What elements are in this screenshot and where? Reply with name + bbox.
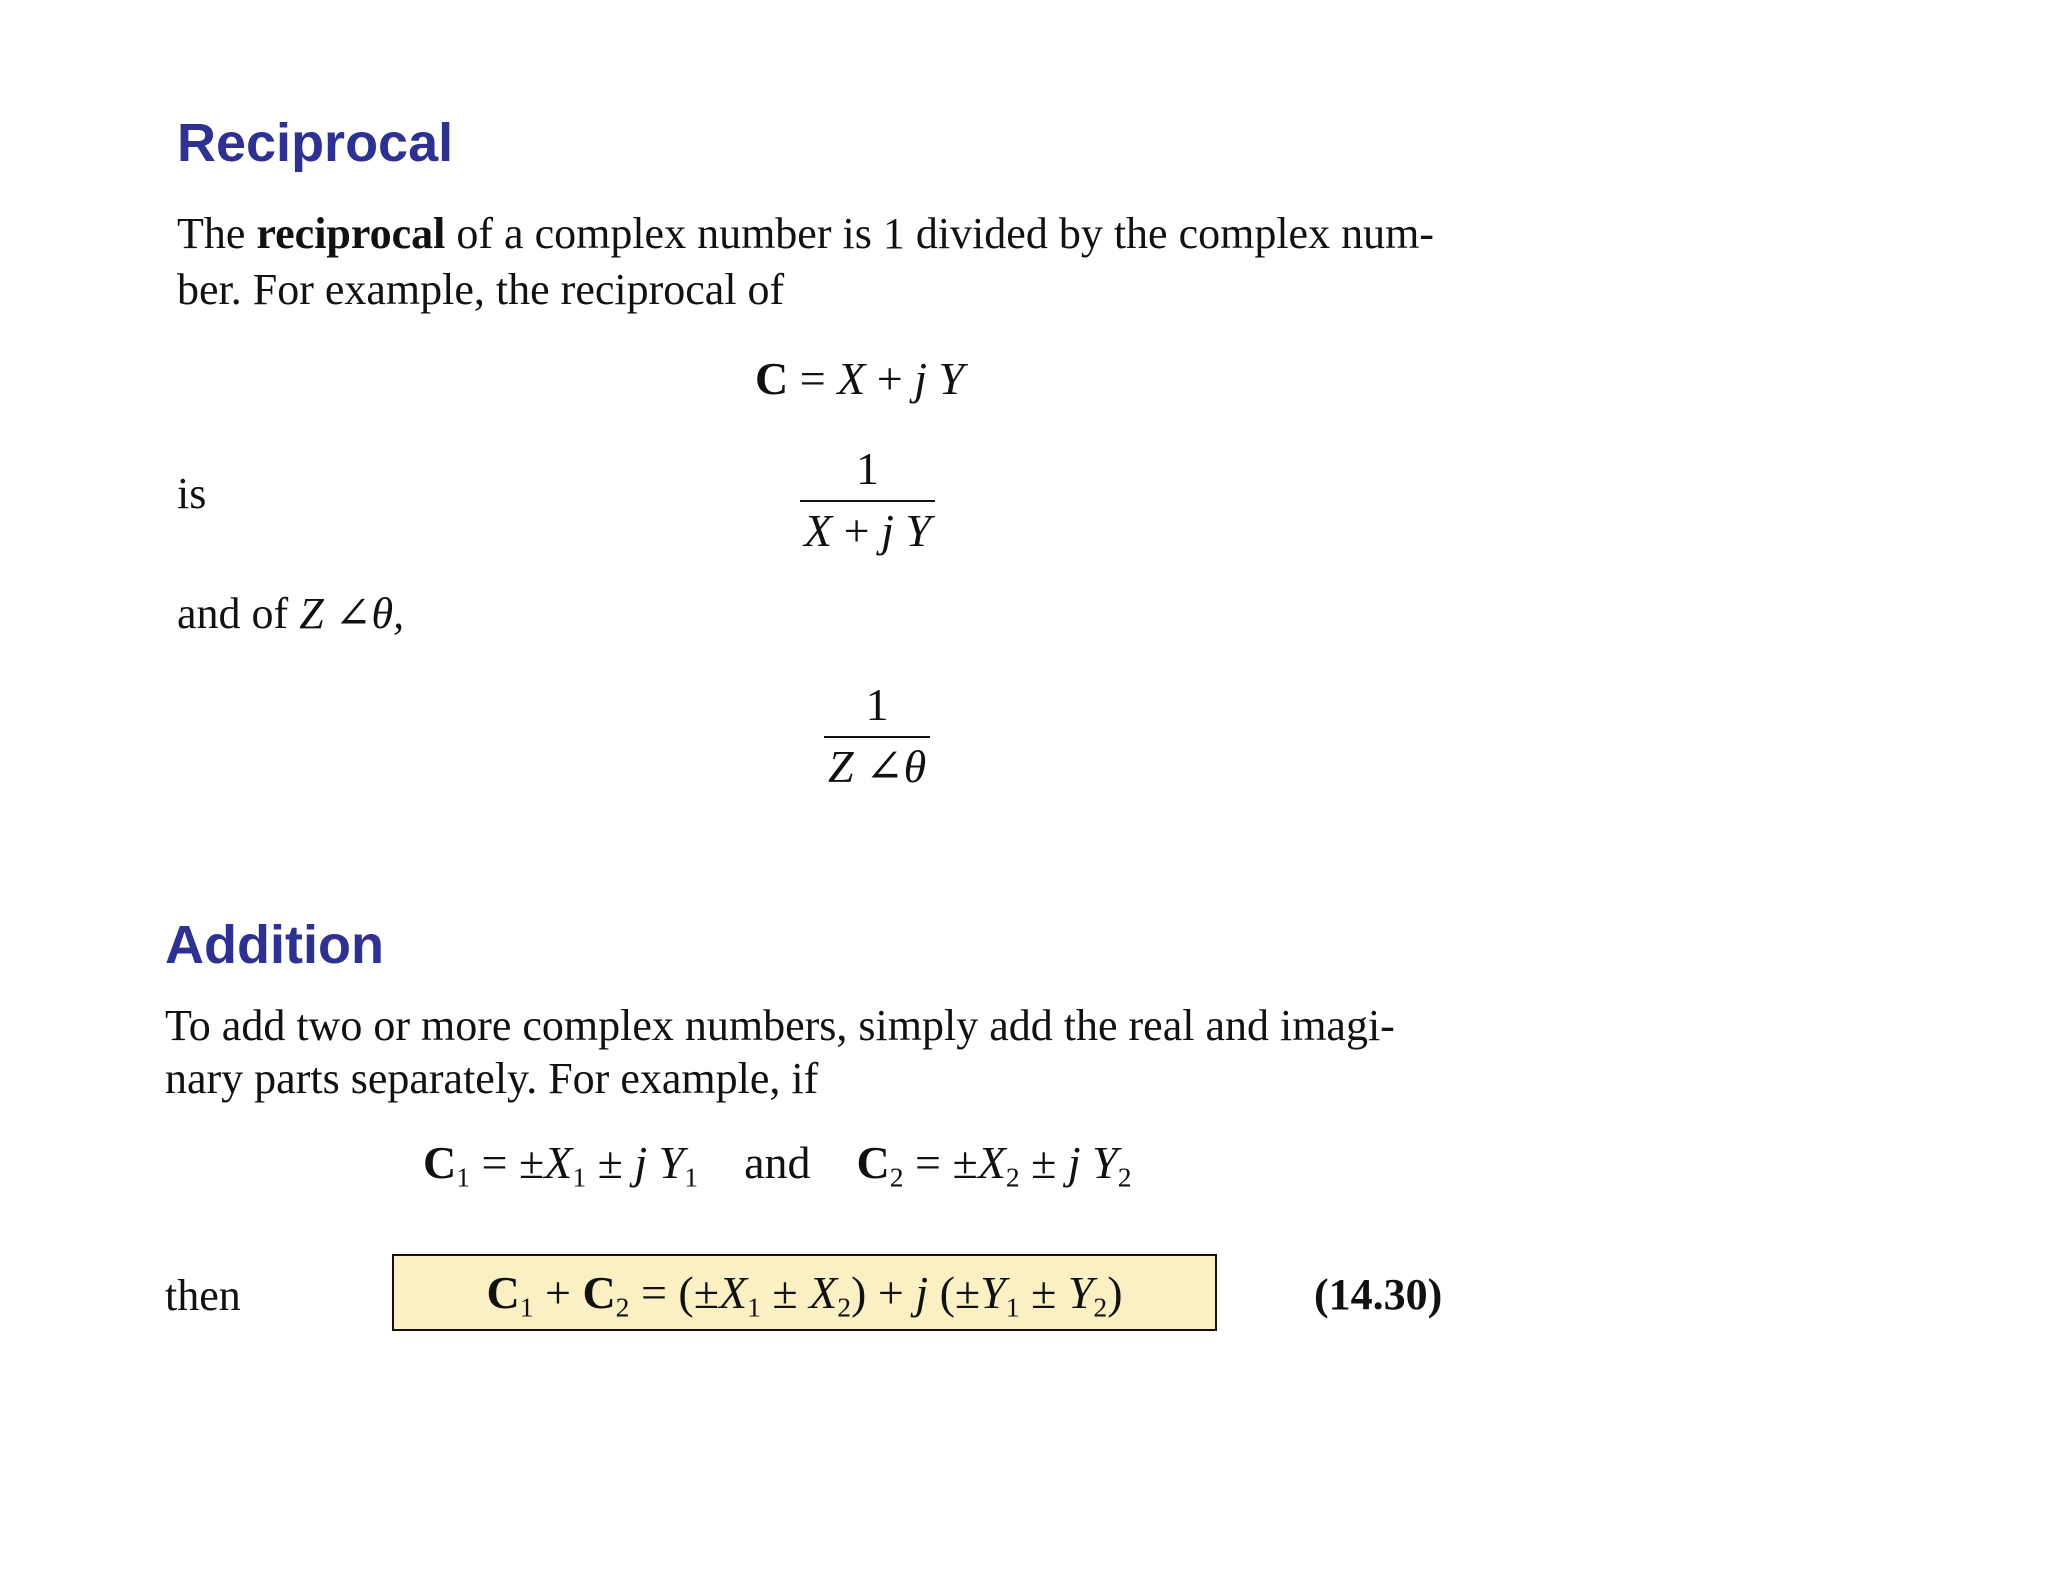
boxed-equation-content: $C_1 + C_2 = (\pm X_1 \pm X_2) + j$ $(\pm Y_1 \pm Y_2)$	[486, 1266, 1123, 1322]
addition-intro-line-1: To add two or more complex numbers, simply add the real and imagi-	[165, 1001, 1395, 1050]
eq-and-word: and	[744, 1137, 811, 1188]
equation-c1-and-c2: $C_1 = \pm X_1 \pm j$ $Y_1$ and $C_2 = \pm X_2 \pm j$ $Y_2$	[423, 1137, 1132, 1193]
addition-intro	[165, 999, 1395, 1105]
equation-c-definition	[755, 353, 965, 404]
intro-text-after: of a complex number is 1 divided by the complex num-	[445, 209, 1434, 258]
eq-plus: +	[865, 353, 915, 404]
frac1-denominator: X + j Y	[800, 500, 935, 554]
frac1-numerator: 1	[855, 443, 879, 494]
fraction-one-over-z-angle-theta	[824, 679, 930, 792]
and-of-z-angle-theta	[177, 586, 404, 642]
eq-equals: =	[788, 353, 838, 404]
intro-bold-term: reciprocal	[256, 209, 446, 258]
frac2-numerator: 1	[865, 679, 889, 730]
eq-j: j	[914, 353, 928, 404]
is-label: is	[177, 469, 207, 518]
and-of-z: Z	[299, 589, 324, 638]
addition-intro-line-2: nary parts separately. For example, if	[165, 1054, 819, 1103]
reciprocal-intro	[177, 206, 1434, 318]
frac2-denominator: Z ∠θ	[824, 736, 930, 790]
and-of-theta: θ,	[371, 589, 405, 638]
boxed-sum-equation	[392, 1254, 1217, 1331]
addition-heading: Addition	[165, 915, 384, 975]
eq-y: Y	[927, 353, 965, 404]
intro-line-2: ber. For example, the reciprocal of	[177, 265, 785, 314]
eq-x: X	[837, 353, 866, 404]
fraction-one-over-x-plus-jy	[800, 443, 935, 556]
eq-c: C	[755, 353, 789, 404]
equation-number: (14.30)	[1314, 1270, 1443, 1319]
and-of-angle: ∠	[323, 589, 372, 638]
and-of-text: and of	[177, 589, 300, 638]
reciprocal-heading: Reciprocal	[177, 113, 454, 173]
intro-text-before: The	[177, 209, 257, 258]
then-label: then	[165, 1271, 241, 1320]
